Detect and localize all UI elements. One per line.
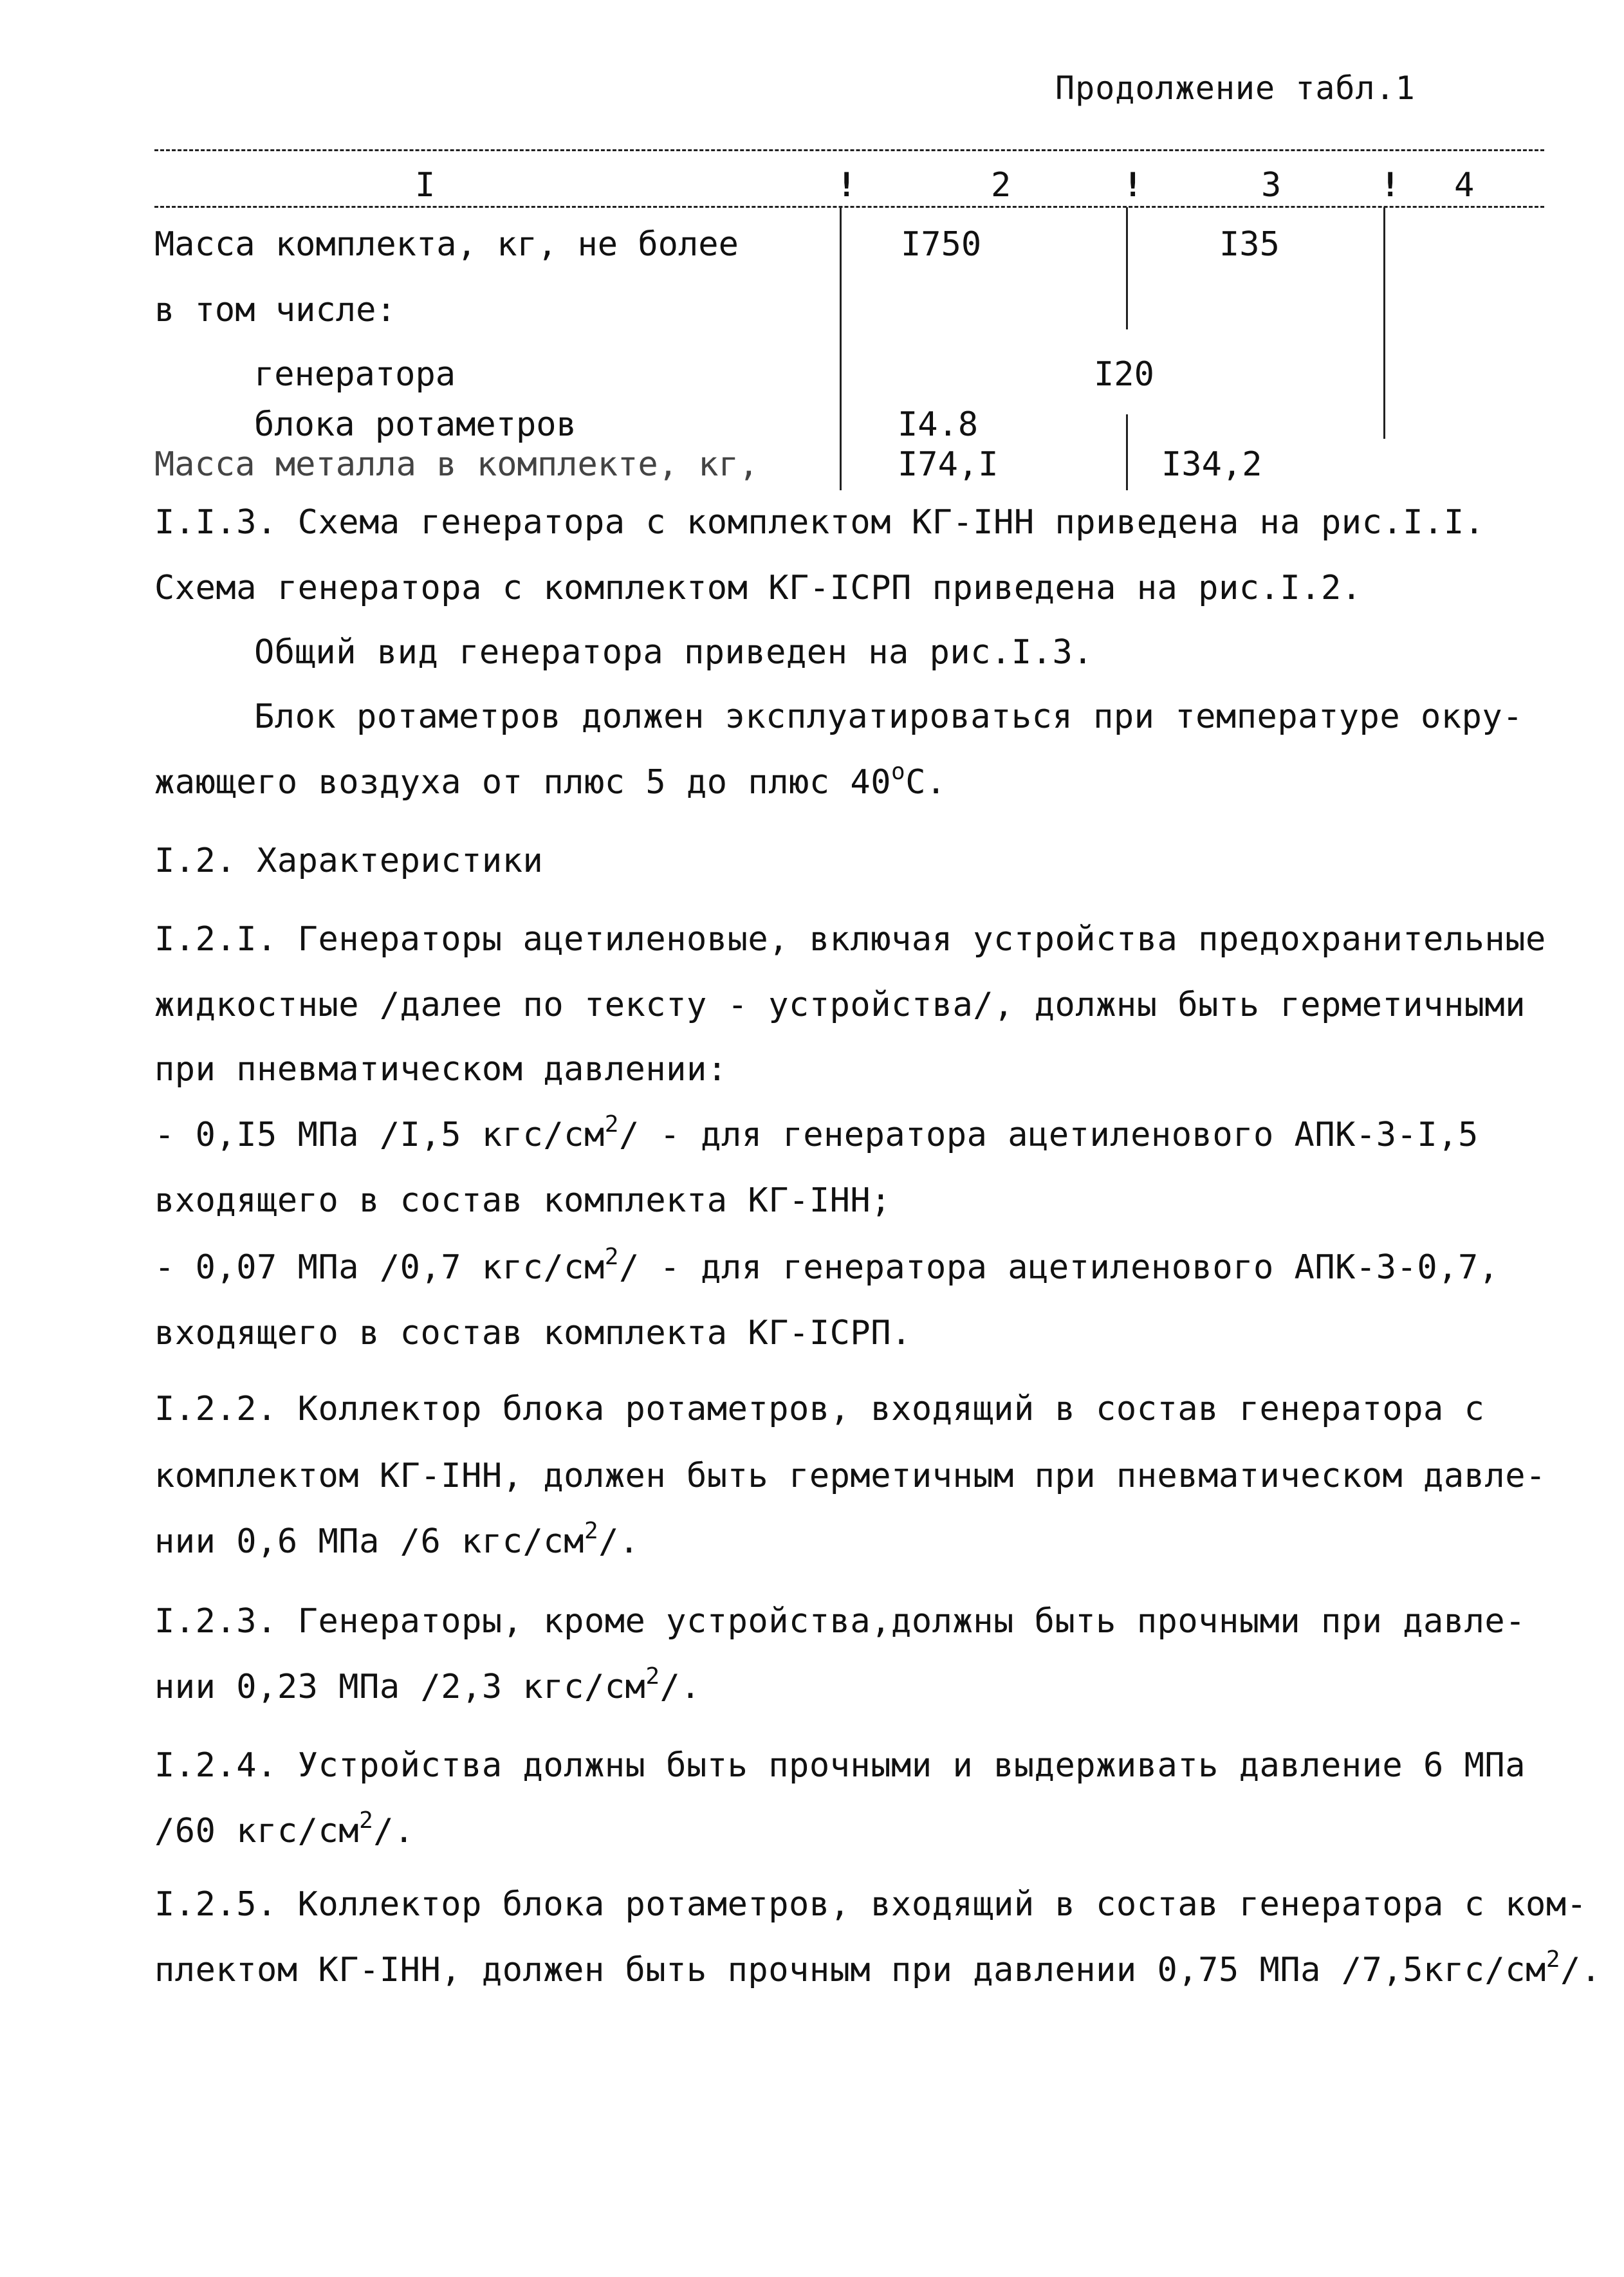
column-divider [1383,207,1385,439]
text-segment: - 0,07 МПа /0,7 кгс/см [154,1248,605,1287]
text-segment: жающего воздуха от плюс 5 до плюс 40 [154,763,892,802]
row-label: Масса комплекта, кг, не более [154,225,739,264]
cell-value: I20 [1094,355,1154,394]
header-col-1: I [415,166,436,205]
cell-value: I34,2 [1161,445,1262,484]
header-col-2: 2 [991,166,1011,205]
column-divider [1126,207,1128,329]
paragraph-line: при пневматическом давлении: [154,1050,728,1089]
text-segment: плектом КГ-IНН, должен быть прочным при давлении 0,75 МПа /7,5кгс/см [154,1951,1546,1989]
paragraph-line: входящего в состав комплекта КГ-IСРП. [154,1314,912,1352]
text-segment: / - для генератора ацетиленового АПК-3-0,7, [618,1248,1499,1287]
superscript: 2 [1546,1946,1561,1973]
superscript: 2 [645,1663,660,1690]
paragraph-line: I.2.3. Генераторы, кроме устройства,должны быть прочными при давле- [154,1602,1526,1641]
text-segment: /. [1560,1951,1601,1989]
paragraph-line: комплектом КГ-IНН, должен быть герметичным при пневматическом давле- [154,1457,1546,1495]
superscript: 2 [604,1111,619,1138]
paragraph-line: Общий вид генератора приведен на рис.I.3. [254,633,1094,672]
cell-value: I4.8 [898,405,979,444]
superscript: 2 [584,1518,599,1544]
table-top-rule [154,149,1544,151]
paragraph-line: Блок ротаметров должен эксплуатироваться при температуре окру- [254,697,1524,736]
paragraph-line [154,759,946,802]
paragraph-line [154,1663,701,1706]
paragraph-line: жидкостные /далее по тексту - устройства/, должны быть герметичными [154,986,1526,1024]
text-segment: С. [905,763,946,802]
cell-value: I750 [901,225,982,264]
cell-value: I35 [1219,225,1280,264]
paragraph-line [154,1807,414,1850]
header-col-3: 3 [1261,166,1282,205]
row-label: Масса металла в комплекте, кг, [154,445,759,484]
row-label: генератора [254,355,456,394]
paragraph-line [154,1946,1601,1989]
row-label: блока ротаметров [254,405,577,444]
text-segment: /60 кгс/см [154,1812,360,1850]
text-segment: - 0,I5 МПа /I,5 кгс/см [154,1116,605,1154]
text-segment: нии 0,23 МПа /2,3 кгс/см [154,1668,646,1706]
table-continuation-label: Продолжение табл.1 [1055,69,1416,107]
paragraph-line: входящего в состав комплекта КГ-IНН; [154,1181,892,1220]
text-segment: /. [660,1668,701,1706]
paragraph-line [154,1111,1479,1154]
header-separator: ! [1123,166,1143,205]
header-separator: ! [1380,166,1401,205]
column-divider [840,207,842,490]
text-segment: /. [373,1812,414,1850]
text-segment: / - для генератора ацетиленового АПК-3-I,5 [618,1116,1479,1154]
paragraph-line: Схема генератора с комплектом КГ-IСРП приведена на рис.I.2. [154,569,1362,607]
column-divider [1126,414,1128,490]
text-segment: /. [598,1522,640,1561]
header-separator: ! [836,166,857,205]
section-heading: I.2. Характеристики [154,842,544,880]
superscript: 2 [604,1244,619,1270]
superscript: o [891,759,906,785]
paragraph-line [154,1244,1499,1287]
row-label: в том числе: [154,291,396,329]
table-header-rule [154,206,1544,208]
paragraph-line [154,1518,640,1561]
cell-value: I74,I [898,445,999,484]
paragraph-line: I.I.3. Схема генератора с комплектом КГ-IНН приведена на рис.I.I. [154,503,1485,542]
paragraph-line: I.2.2. Коллектор блока ротаметров, входящий в состав генератора с [154,1390,1485,1428]
paragraph-line: I.2.5. Коллектор блока ротаметров, входящий в состав генератора с ком- [154,1885,1587,1924]
text-segment: нии 0,6 МПа /6 кгс/см [154,1522,584,1561]
header-col-4: 4 [1454,166,1475,205]
mass-table [154,149,1544,497]
paragraph-line: I.2.I. Генераторы ацетиленовые, включая устройства предохранительные [154,920,1546,959]
paragraph-line: I.2.4. Устройства должны быть прочными и выдерживать давление 6 МПа [154,1746,1526,1785]
superscript: 2 [359,1807,374,1834]
